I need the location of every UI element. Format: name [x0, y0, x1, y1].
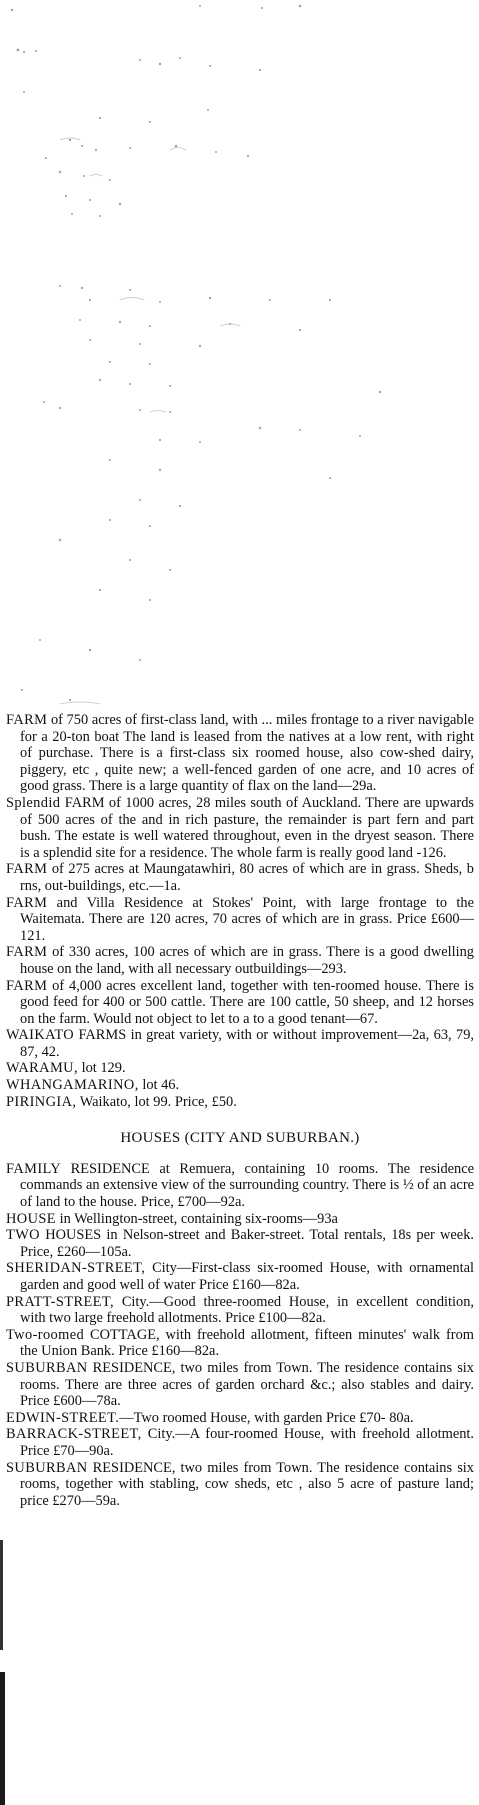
listing-text: of 4,000 acres excellent land, together with ten-roomed house. There is good feed for 400 or 500 cattle. There are 100 cattle, 50 sheep, and 12 horses on the farm. Would not object to let to a to a good tenant—67. [20, 977, 474, 1027]
listing-barrack-street [6, 1426, 474, 1459]
listing-suburban-residence-2 [6, 1460, 474, 1510]
listing-family-residence [6, 1161, 474, 1211]
listing-lead: FARM [6, 712, 48, 728]
listing-text: City.—A four-roomed House, with freehold allotment. Price £70—90a. [20, 1426, 474, 1459]
listing-lead: FARM [6, 861, 48, 878]
scan-edge-mark [0, 1540, 3, 1650]
listing-farm-330 [6, 944, 474, 977]
listing-text: of 275 acres at Maungatawhiri, 80 acres of which are in grass. Sheds, b rns, out-buildings, etc.—1a. [20, 861, 474, 894]
listing-farm-275 [6, 861, 474, 894]
listing-lead: WARAMU, [6, 1060, 78, 1077]
listing-text: of 750 acres of first-class land, with ... miles frontage to a river navigable for a 20-ton boat The land is leased from the natives at a low rent, with right of purchase. There is a first-class six roomed house, also cow-shed dairy, piggery, etc , quite new; a well-fenced garden of one acre, and 10 acres of good grass. There is a large quantity of flax on the land—29a. [20, 712, 474, 795]
advertisement-column [6, 712, 474, 1509]
listing-lead: FARM [6, 894, 48, 911]
listing-two-houses [6, 1227, 474, 1260]
listing-lead: BARRACK-STREET, [6, 1426, 142, 1443]
listing-lead: FARM [6, 977, 48, 994]
listing-two-roomed-cottage [6, 1327, 474, 1360]
listing-text: FARMS in great variety, with or without improvement—2a, 63, 79, 87, 42. [20, 1027, 474, 1060]
listing-text: Waikato, lot 99. Price, £50. [76, 1093, 237, 1110]
listing-lead: SUBURBAN [6, 1359, 88, 1376]
listing-text: in Wellington-street, containing six-rooms—93a [55, 1210, 338, 1227]
listing-lead: WAIKATO [6, 1027, 75, 1044]
listing-lead: PRATT-STREET, [6, 1293, 114, 1310]
listing-text: City—First-class six-roomed House, with ornamental garden and good well of water Price £160—82a. [20, 1260, 474, 1293]
listing-lead: FAMILY [6, 1160, 62, 1177]
listing-waikato-farms [6, 1027, 474, 1060]
listing-lead: PIRINGIA, [6, 1093, 77, 1110]
listing-lead: TWO [6, 1227, 40, 1244]
listing-text: RESIDENCE, two miles from Town. The residence contains six rooms. There are three acres of garden orchard &c.; also stables and dairy. Price £600—78a. [20, 1359, 474, 1410]
listing-text: COTTAGE, with freehold allotment, fifteen minutes' walk from the Union Bank. Price £160—82a. [20, 1326, 474, 1360]
listing-house-wellington-street [6, 1211, 474, 1228]
listing-farm-4000 [6, 978, 474, 1028]
listing-farm-stokes-point [6, 895, 474, 945]
listing-lead: SHERIDAN-STREET, [6, 1260, 146, 1277]
listing-farm-750 [6, 712, 474, 795]
house-listings [6, 1161, 474, 1509]
listing-whangamarino [6, 1077, 474, 1094]
listing-edwin-street [6, 1410, 474, 1427]
listing-text: lot 46. [138, 1077, 180, 1094]
listing-text: City.—Good three-roomed House, in excellent condition, with two large freehold allotments. Price £100—82a. [20, 1293, 474, 1327]
listing-piringia [6, 1094, 474, 1111]
listing-text: FARM of 1000 acres, 28 miles south of Auckland. There are upwards of 500 acres of the and in rich pasture, the remainder is part fern and part bush. The estate is well watered throughout, even in the dryest season. There is a splendid site for a residence. The whole farm is really good land -126. [20, 794, 474, 861]
listing-text: HOUSES in Nelson-street and Baker-street. Total rentals, 18s per week. Price, £260—105a. [20, 1227, 474, 1260]
listing-farm-1000 [6, 795, 474, 861]
listing-text: —Two roomed House, with garden Price £70- 80a. [119, 1409, 414, 1426]
listing-sheridan-street [6, 1260, 474, 1293]
rural-listings [6, 712, 474, 1110]
listing-suburban-residence-1 [6, 1360, 474, 1410]
listing-pratt-street [6, 1294, 474, 1327]
listing-waramu [6, 1060, 474, 1077]
listing-lead: WHANGAMARINO, [6, 1077, 139, 1094]
section-heading: HOUSES (CITY AND SUBURBAN.) [120, 1130, 360, 1147]
scan-edge-bar [0, 1672, 5, 1805]
listing-text: of 330 acres, 100 acres of which are in grass. There is a good dwelling house on the land, with all necessary outbuildings—293. [20, 944, 474, 977]
listing-text: lot 129. [77, 1060, 126, 1077]
listing-lead: FARM [6, 944, 48, 961]
listing-lead: SUBURBAN [6, 1459, 88, 1476]
listing-lead: EDWIN-STREET. [6, 1409, 120, 1426]
listing-text: and Villa Residence at Stokes' Point, with large frontage to the Waitemata. There are 120 acres, 70 acres of which are in grass. Price £600—121. [20, 894, 474, 944]
listing-text: RESIDENCE, two miles from Town. The residence contains six rooms, together with stabling, cow sheds, etc , also 5 acre of pasture land; price £270—59a. [20, 1459, 474, 1509]
listing-lead: HOUSE [6, 1210, 56, 1227]
listing-lead: Two-roomed [6, 1326, 85, 1343]
listing-text: RESIDENCE at Remuera, containing 10 rooms. The residence commands an extensive view of the surrounding country. There is ½ of an acre of land to the house. Price, £700—92a. [20, 1160, 474, 1211]
faded-scan-area [0, 0, 479, 720]
listing-lead: Splendid [6, 794, 61, 811]
